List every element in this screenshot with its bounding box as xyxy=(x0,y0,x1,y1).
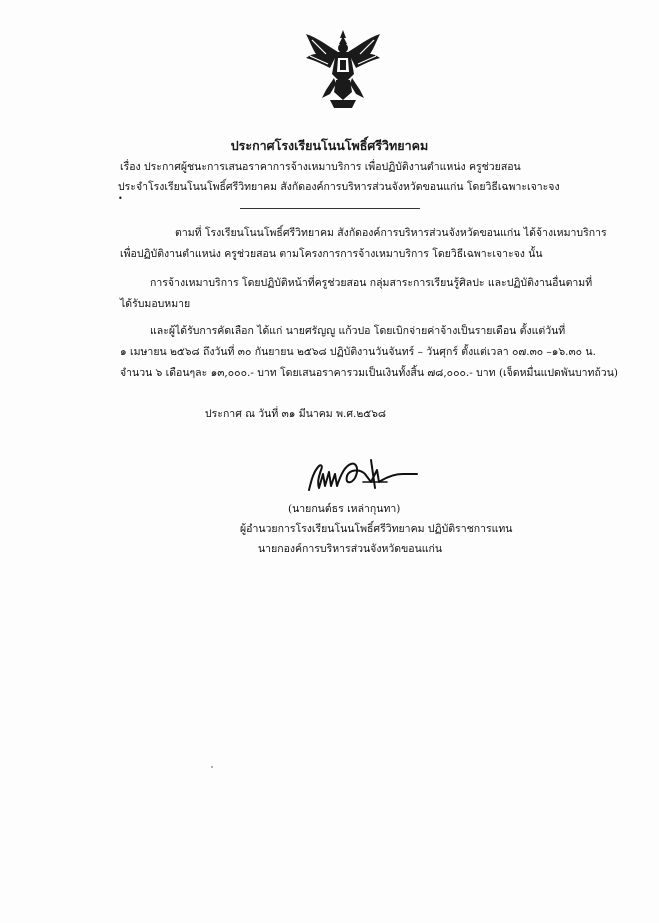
signer-name: (นายกนต์ธร เหล่ากุนทา) xyxy=(288,503,401,515)
title-divider xyxy=(240,208,420,209)
paragraph-3-line-3: จำนวน ๖ เดือนๆละ ๑๓,๐๐๐.- บาท โดยเสนอราคารวมเป็นเงินทั้งสิ้น ๗๘,๐๐๐.- บาท (เจ็ดหมื่นแปดพันบาทถ้วน) xyxy=(120,367,618,379)
paragraph-1-line-1: ตามที่ โรงเรียนโนนโพธิ์ศรีวิทยาคม สังกัดองค์การบริหารส่วนจังหวัดขอนแก่น ได้จ้างเหมาบริการ xyxy=(175,227,607,239)
handwritten-signature xyxy=(305,452,425,497)
signer-title-line-2: นายกองค์การบริหารส่วนจังหวัดขอนแก่น xyxy=(258,543,443,555)
paragraph-1-line-2: เพื่อปฏิบัติงานตำแหน่ง ครูช่วยสอน ตามโครงการการจ้างเหมาบริการ โดยวิธีเฉพาะเจาะจง นั้น xyxy=(120,248,543,260)
paragraph-3-line-2: ๑ เมษายน ๒๕๖๘ ถึงวันที่ ๓๐ กันยายน ๒๕๖๘ ปฏิบัติงานวันจันทร์ – วันศุกร์ ตั้งแต่เวลา ๐๗.๓๐ –๑๖.๓๐ น. xyxy=(120,346,596,358)
document-title: ประกาศโรงเรียนโนนโพธิ์ศรีวิทยาคม xyxy=(230,138,429,153)
signer-title-line-1: ผู้อำนวยการโรงเรียนโนนโพธิ์ศรีวิทยาคม ปฏิบัติราชการแทน xyxy=(240,523,513,535)
bullet-mark: • xyxy=(118,194,123,203)
announce-date: ประกาศ ณ วันที่ ๓๑ มีนาคม พ.ศ.๒๕๖๘ xyxy=(205,408,386,420)
subject-line-2: ประจำโรงเรียนโนนโพธิ์ศรีวิทยาคม สังกัดองค์การบริหารส่วนจังหวัดขอนแก่น โดยวิธีเฉพาะเจาะจง xyxy=(118,181,560,193)
paragraph-2-line-1: การจ้างเหมาบริการ โดยปฏิบัติหน้าที่ครูช่วยสอน กลุ่มสาระการเรียนรู้ศิลปะ และปฏิบัติงานอื่นตามที่ xyxy=(150,277,593,289)
paragraph-3-line-1: และผู้ได้รับการคัดเลือก ได้แก่ นายศรัญญู แก้วปอ โดยเบิกจ่ายค่าจ้างเป็นรายเดือน ตั้งแต่วันที่ xyxy=(150,325,566,337)
paragraph-2-line-2: ได้รับมอบหมาย xyxy=(120,298,191,310)
scan-speck xyxy=(211,766,213,768)
garuda-emblem-icon xyxy=(300,28,386,114)
subject-line-1: เรื่อง ประกาศผู้ชนะการเสนอราคาการจ้างเหมาบริการ เพื่อปฏิบัติงานตำแหน่ง ครูช่วยสอน xyxy=(120,161,521,173)
